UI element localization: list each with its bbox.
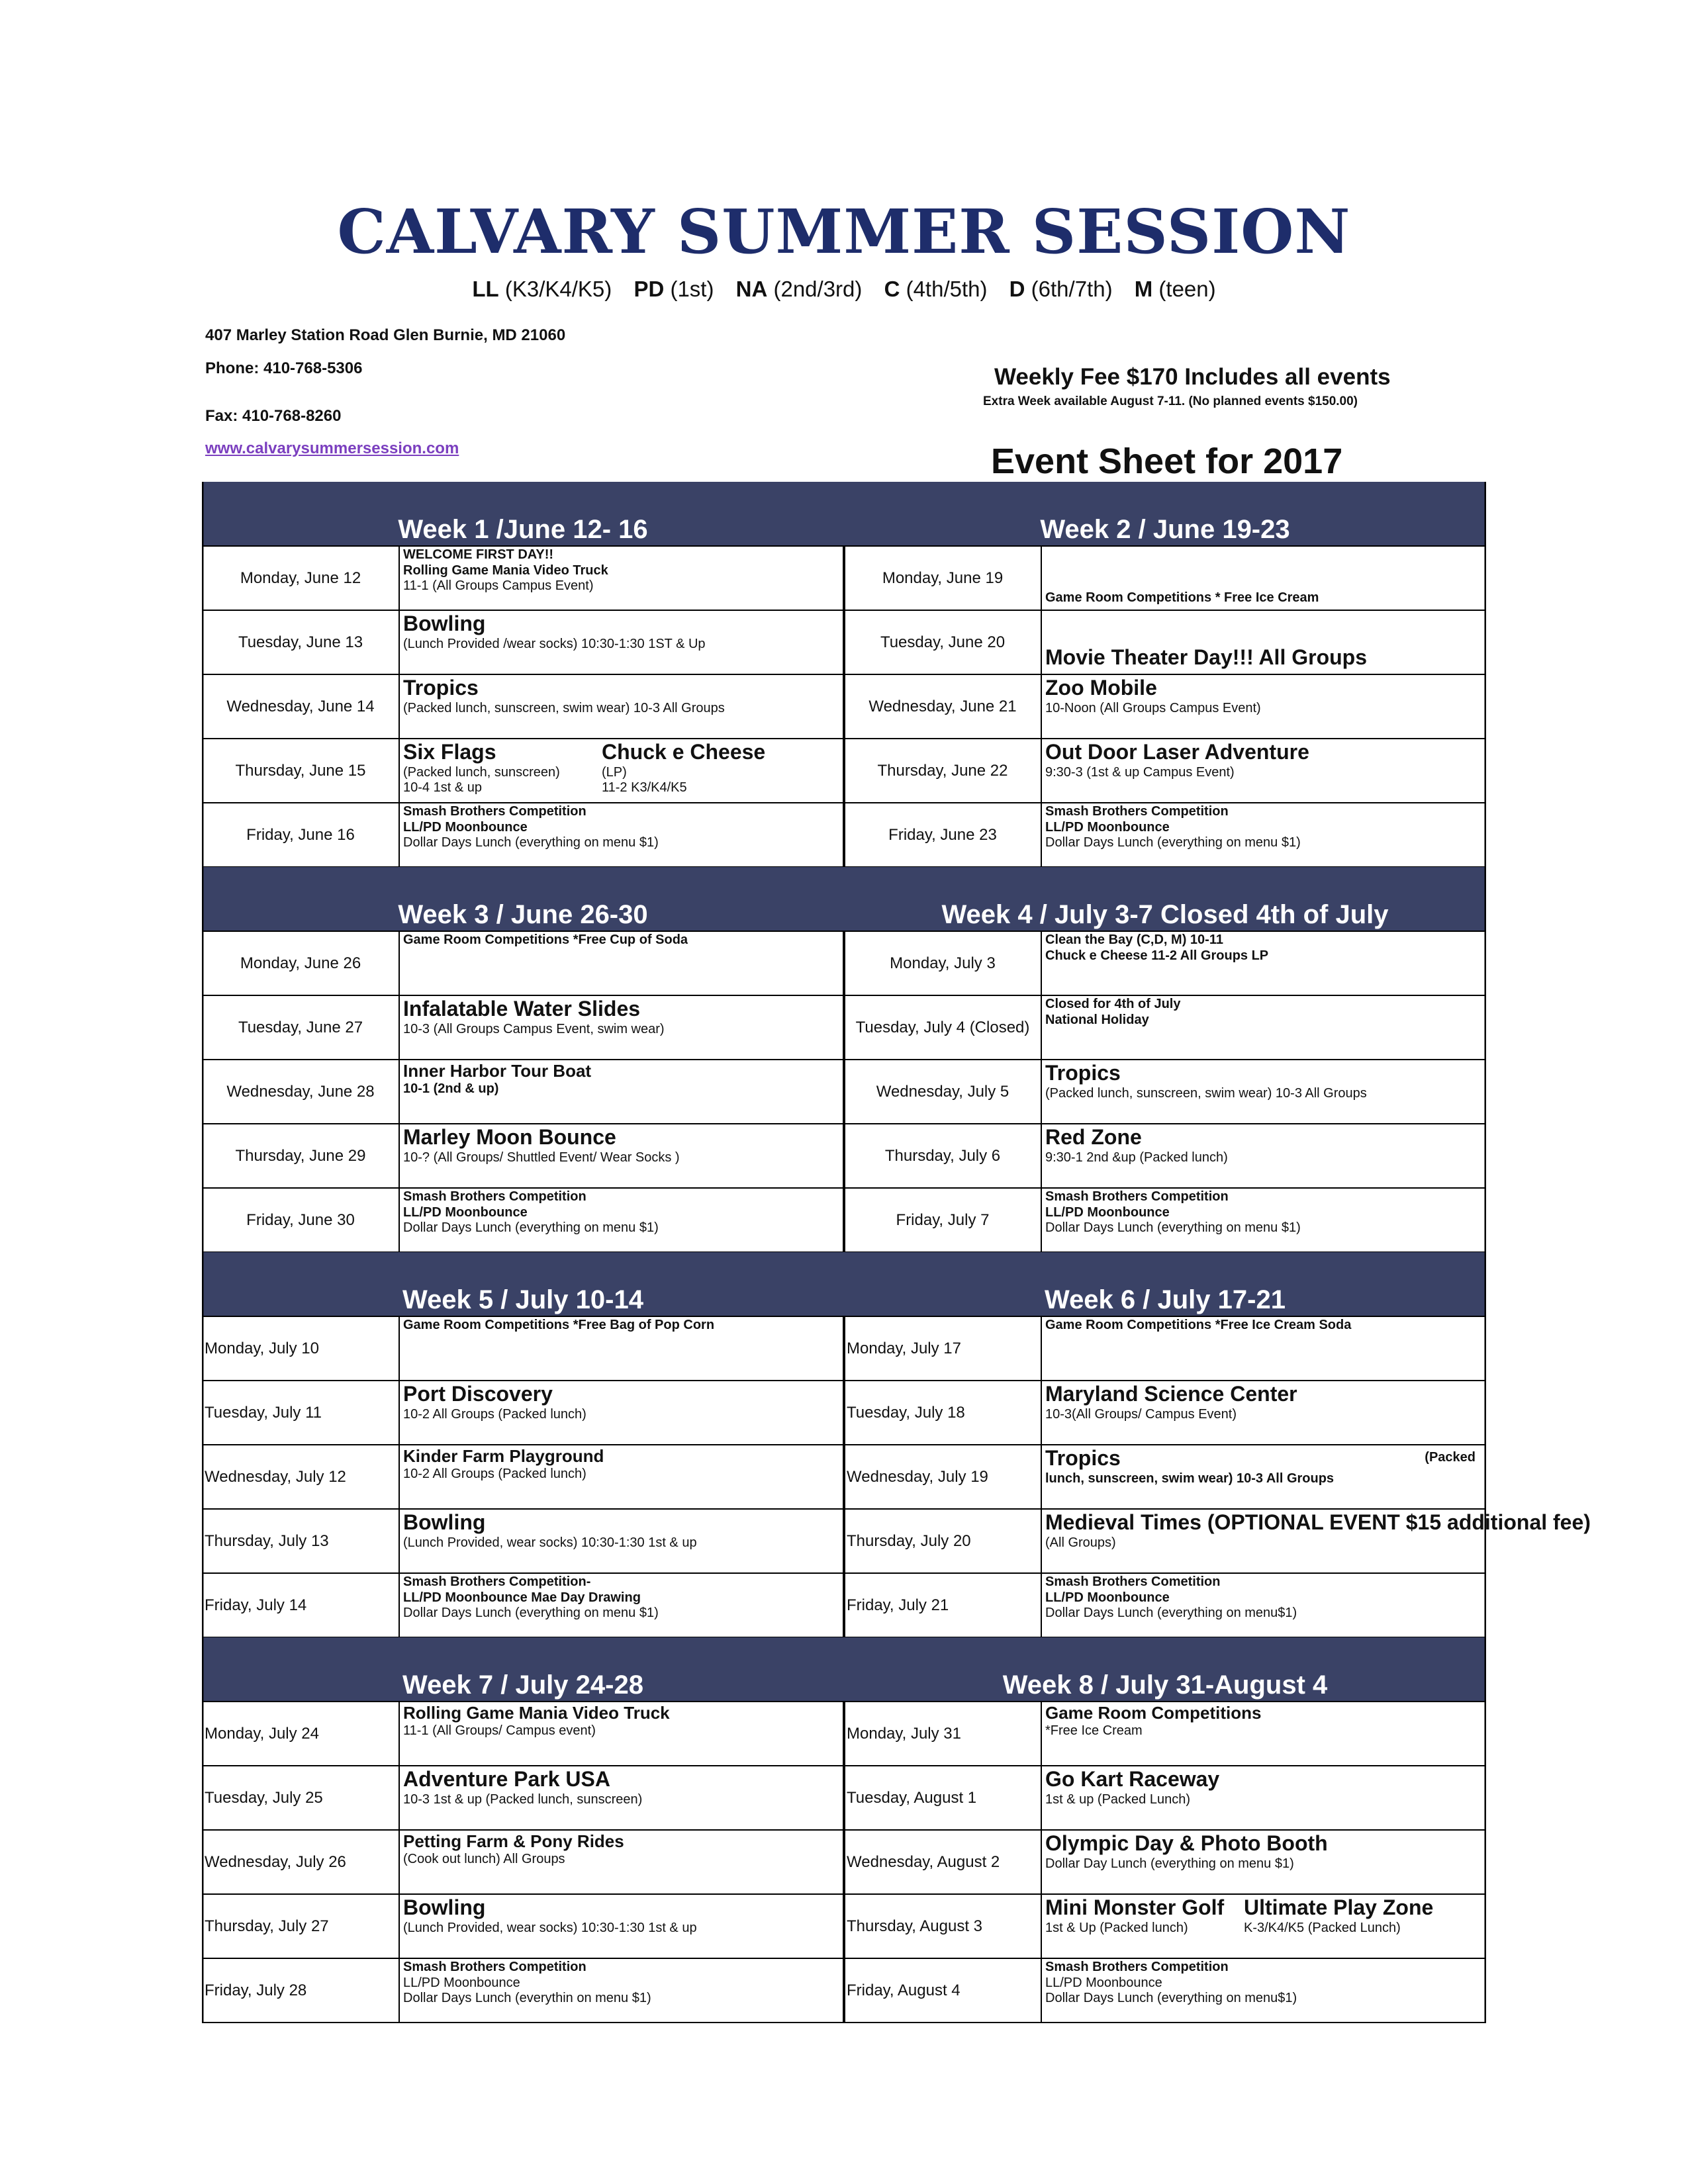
table-row — [202, 1509, 1591, 1573]
weekly-fee: Weekly Fee $170 Includes all events — [994, 364, 1391, 390]
event-line: LL/PD Moonbounce Mae Day Drawing — [403, 1590, 641, 1605]
event-line: Game Room Competitions * Free Ice Cream — [1045, 590, 1319, 606]
schedule-grid — [202, 546, 1486, 868]
event-line: Smash Brothers Competition — [403, 804, 586, 819]
day-cell: Friday, July 28 — [205, 1981, 307, 1999]
event-cell — [1041, 1509, 1591, 1573]
day-cell: Wednesday, June 21 — [868, 697, 1017, 715]
table-row — [202, 546, 1486, 610]
event-line: LL/PD Moonbounce — [1045, 1205, 1170, 1220]
event-line: Chuck e Cheese 11-2 All Groups LP — [1045, 948, 1269, 963]
event-line: 9:30-1 2nd &up (Packed lunch) — [1045, 1150, 1228, 1165]
event-cell — [1041, 1702, 1486, 1766]
week-block — [202, 1252, 1591, 1638]
table-row — [202, 803, 1486, 867]
event-line: Clean the Bay (C,D, M) 10-11 — [1045, 933, 1223, 947]
day-cell: Friday, June 23 — [888, 825, 997, 844]
event-line: Game Room Competitions — [1045, 1703, 1262, 1723]
event-line: Port Discovery — [403, 1382, 553, 1406]
event-line: LL/PD Moonbounce — [1045, 1975, 1162, 1990]
table-row — [202, 1124, 1486, 1188]
event-line: Tropics — [1045, 1446, 1121, 1470]
event-text: Chuck e Cheese — [602, 740, 766, 764]
event-line: Game Room Competitions *Free Cup of Soda — [403, 933, 688, 947]
week-header-band — [202, 867, 1486, 931]
week-title: Week 5 / July 10-14 — [402, 1285, 643, 1314]
day-cell: Monday, July 3 — [890, 954, 996, 972]
schedule-grid — [202, 1316, 1591, 1638]
event-line: (Packed lunch, sunscreen, swim wear) 10-3 All Groups — [403, 700, 725, 715]
event-line: Inner Harbor Tour Boat — [403, 1061, 592, 1081]
event-line: (Lunch Provided, wear socks) 10:30-1:30 1st & up — [403, 1535, 697, 1550]
event-line: (Lunch Provided, wear socks) 10:30-1:30 1st & up — [403, 1920, 697, 1935]
event-line — [1045, 1895, 1482, 1921]
event-line: Tropics — [1045, 1061, 1121, 1085]
event-text: K-3/K4/K5 (Packed Lunch) — [1244, 1920, 1401, 1935]
event-line: 9:30-3 (1st & up Campus Event) — [1045, 764, 1235, 780]
event-line: 1st & up (Packed Lunch) — [1045, 1792, 1191, 1807]
event-line: 11-1 (All Groups/ Campus event) — [403, 1723, 596, 1738]
event-cell — [1041, 1381, 1486, 1445]
event-line: WELCOME FIRST DAY!! — [403, 547, 554, 562]
event-line: 10-2 All Groups (Packed lunch) — [403, 1406, 586, 1422]
week-title: Week 4 / July 3-7 Closed 4th of July — [941, 900, 1389, 929]
event-line: 10-3 (All Groups Campus Event, swim wear) — [403, 1021, 665, 1036]
event-line: Bowling — [403, 1510, 486, 1534]
day-cell: Friday, July 21 — [847, 1596, 949, 1614]
event-cell — [1041, 1894, 1486, 1958]
event-line: Smash Brothers Competition — [1045, 804, 1229, 819]
event-line: Medieval Times (OPTIONAL EVENT $15 additional fee) — [1045, 1510, 1591, 1534]
event-cell — [1041, 546, 1486, 610]
day-cell: Wednesday, June 28 — [226, 1082, 375, 1101]
event-line: LL/PD Moonbounce — [403, 819, 528, 835]
day-cell: Thursday, July 27 — [205, 1917, 329, 1935]
week-header-band — [202, 1252, 1486, 1316]
level-pd: PD (1st) — [633, 277, 714, 301]
event-line: LL/PD Moonbounce — [403, 1975, 520, 1990]
day-cell: Friday, June 16 — [246, 825, 355, 844]
day-cell: Monday, June 12 — [240, 569, 361, 587]
day-cell: Friday, July 14 — [205, 1596, 307, 1614]
event-line: 10-2 All Groups (Packed lunch) — [403, 1466, 586, 1481]
event-line: Smash Brothers Competition — [1045, 1960, 1229, 1974]
event-line: (Packed lunch, sunscreen, swim wear) 10-3 All Groups — [1045, 1085, 1367, 1101]
week-title: Week 2 / June 19-23 — [1040, 515, 1290, 544]
table-row — [202, 1830, 1486, 1894]
event-line: LL/PD Moonbounce — [1045, 1590, 1170, 1605]
event-line: Dollar Days Lunch (everything on menu $1) — [1045, 835, 1301, 850]
level-d: D (6th/7th) — [1009, 277, 1113, 301]
day-cell: Monday, June 19 — [882, 569, 1004, 587]
event-text: Six Flags — [403, 740, 496, 764]
day-cell: Friday, June 30 — [246, 1210, 355, 1229]
website-link[interactable]: www.calvarysummersession.com — [205, 439, 459, 457]
schedule-grid — [202, 931, 1486, 1253]
day-cell: Wednesday, July 26 — [205, 1852, 346, 1871]
table-row — [202, 995, 1486, 1060]
week-block — [202, 1637, 1486, 2023]
event-line: 10-? (All Groups/ Shuttled Event/ Wear Socks ) — [403, 1150, 680, 1165]
event-line: Dollar Days Lunch (everything on menu $1) — [403, 835, 659, 850]
day-cell: Thursday, June 15 — [235, 761, 366, 780]
day-cell: Tuesday, July 25 — [205, 1788, 323, 1807]
event-line: Smash Brothers Competition — [403, 1189, 586, 1204]
event-cell — [1041, 1060, 1486, 1124]
table-row — [202, 1702, 1486, 1766]
day-cell: Monday, July 17 — [847, 1339, 961, 1357]
table-row — [202, 1573, 1486, 1637]
event-line: Smash Brothers Cometition — [1045, 1574, 1221, 1589]
day-cell: Thursday, July 20 — [847, 1531, 971, 1550]
event-cell — [1041, 674, 1486, 739]
event-line: (Cook out lunch) All Groups — [403, 1851, 565, 1866]
table-row — [202, 1381, 1486, 1445]
level-na: NA (2nd/3rd) — [735, 277, 863, 301]
event-cell — [1041, 1958, 1486, 2023]
day-cell: Thursday, July 13 — [205, 1531, 329, 1550]
event-cell — [1041, 1188, 1486, 1252]
event-line: Smash Brothers Competition — [403, 1960, 586, 1974]
event-line: Adventure Park USA — [403, 1767, 610, 1791]
event-line: Marley Moon Bounce — [403, 1125, 616, 1149]
event-line: Movie Theater Day!!! All Groups — [1045, 645, 1367, 670]
level-m: M (teen) — [1134, 277, 1216, 301]
table-row — [202, 1766, 1486, 1830]
event-cell — [1041, 931, 1486, 995]
week-title: Week 1 /June 12- 16 — [398, 515, 648, 544]
event-cell — [1041, 1316, 1486, 1381]
table-row — [202, 1958, 1486, 2023]
event-line: Closed for 4th of July — [1045, 997, 1181, 1011]
event-line: 11-1 (All Groups Campus Event) — [403, 578, 594, 594]
event-line: Petting Farm & Pony Rides — [403, 1831, 624, 1851]
week-header-band — [202, 482, 1486, 546]
event-line: 10-3(All Groups/ Campus Event) — [1045, 1406, 1237, 1422]
address: 407 Marley Station Road Glen Burnie, MD 21060 — [205, 326, 566, 344]
extra-week-note: Extra Week available August 7-11. (No planned events $150.00) — [983, 394, 1358, 408]
event-line: Dollar Day Lunch (everything on menu $1) — [1045, 1856, 1294, 1871]
event-cell — [1041, 1445, 1486, 1509]
week-title: Week 7 / July 24-28 — [402, 1670, 643, 1700]
event-cell — [1041, 739, 1486, 803]
day-cell: Thursday, July 6 — [884, 1146, 1001, 1165]
day-cell: Monday, July 31 — [847, 1724, 961, 1743]
event-line: National Holiday — [1045, 1012, 1149, 1027]
event-sheet-heading: Event Sheet for 2017 — [991, 441, 1343, 481]
event-line: Red Zone — [1045, 1125, 1142, 1149]
event-line: Go Kart Raceway — [1045, 1767, 1220, 1791]
event-cell — [1041, 1766, 1486, 1830]
event-cell — [1041, 1830, 1486, 1894]
event-line: Bowling — [403, 1895, 486, 1919]
day-cell: Monday, June 26 — [240, 954, 361, 972]
event-text: (Packed lunch, sunscreen) — [403, 764, 560, 780]
page-title: CALVARY SUMMER SESSION — [337, 196, 1351, 267]
table-row — [202, 1060, 1486, 1124]
day-cell: Tuesday, June 20 — [880, 633, 1006, 651]
week-title: Week 3 / June 26-30 — [398, 900, 648, 929]
event-text: 1st & Up (Packed lunch) — [1045, 1920, 1188, 1935]
day-cell: Friday, August 4 — [847, 1981, 961, 1999]
event-line: Dollar Days Lunch (everything on menu$1) — [1045, 1606, 1297, 1621]
event-line: Maryland Science Center — [1045, 1382, 1297, 1406]
event-line: Kinder Farm Playground — [403, 1446, 604, 1466]
table-row — [202, 1188, 1486, 1252]
event-line: Rolling Game Mania Video Truck — [403, 563, 608, 578]
day-cell: Friday, July 7 — [896, 1210, 990, 1229]
event-line: Smash Brothers Competition- — [403, 1574, 591, 1589]
event-line: Rolling Game Mania Video Truck — [403, 1703, 670, 1723]
event-line: LL/PD Moonbounce — [403, 1205, 528, 1220]
event-text: Ultimate Play Zone — [1244, 1895, 1434, 1919]
event-text: 11-2 K3/K4/K5 — [602, 780, 687, 796]
event-line: LL/PD Moonbounce — [1045, 819, 1170, 835]
event-line: Dollar Days Lunch (everythin on menu $1) — [403, 1991, 651, 2006]
table-row — [202, 674, 1486, 739]
day-cell: Wednesday, June 14 — [226, 697, 375, 715]
event-cell — [1041, 1573, 1486, 1637]
event-cell — [1041, 610, 1486, 674]
fax: Fax: 410-768-8260 — [205, 407, 342, 425]
schedule-grid — [202, 1702, 1486, 2023]
day-cell: Tuesday, July 11 — [205, 1403, 322, 1422]
event-text: Mini Monster Golf — [1045, 1895, 1225, 1919]
event-line: 10-3 1st & up (Packed lunch, sunscreen) — [403, 1792, 643, 1807]
event-line: Out Door Laser Adventure — [1045, 740, 1309, 764]
day-cell: Wednesday, July 12 — [205, 1467, 346, 1486]
day-cell: Wednesday, August 2 — [847, 1852, 1000, 1871]
event-line: Dollar Days Lunch (everything on menu$1) — [1045, 1991, 1297, 2006]
grade-levels — [0, 277, 1688, 302]
event-cell — [1041, 1124, 1486, 1188]
table-row — [202, 1445, 1486, 1509]
event-line: Dollar Days Lunch (everything on menu $1) — [403, 1220, 659, 1236]
table-row — [202, 610, 1486, 674]
phone: Phone: 410-768-5306 — [205, 359, 363, 377]
event-cell — [1041, 803, 1486, 867]
day-cell: Thursday, June 29 — [235, 1146, 366, 1165]
event-line: Game Room Competitions *Free Bag of Pop Corn — [403, 1318, 715, 1332]
table-row — [202, 739, 1486, 803]
event-line: Game Room Competitions *Free Ice Cream Soda — [1045, 1318, 1352, 1332]
event-line: Infalatable Water Slides — [403, 997, 641, 1021]
event-line: *Free Ice Cream — [1045, 1723, 1143, 1738]
event-line — [1045, 1921, 1482, 1936]
level-ll: LL (K3/K4/K5) — [472, 277, 612, 301]
event-line: (All Groups) — [1045, 1535, 1116, 1550]
table-row — [202, 1316, 1486, 1381]
day-cell: Thursday, August 3 — [847, 1917, 983, 1935]
day-cell: Monday, July 10 — [205, 1339, 319, 1357]
event-aside: (Packed — [1425, 1450, 1476, 1465]
table-row — [202, 931, 1486, 995]
day-cell: Tuesday, August 1 — [847, 1788, 977, 1807]
event-text: (LP) — [602, 764, 627, 780]
event-line: Tropics — [403, 676, 479, 700]
week-title: Week 6 / July 17-21 — [1045, 1285, 1286, 1314]
day-cell: Tuesday, June 13 — [238, 633, 363, 651]
event-line: Bowling — [403, 612, 486, 635]
level-c: C (4th/5th) — [884, 277, 988, 301]
day-cell: Wednesday, July 5 — [876, 1082, 1009, 1101]
event-line: (Lunch Provided /wear socks) 10:30-1:30 1ST & Up — [403, 636, 706, 651]
event-line: lunch, sunscreen, swim wear) 10-3 All Groups — [1045, 1471, 1335, 1486]
week-title: Week 8 / July 31-August 4 — [1002, 1670, 1328, 1700]
event-line: Dollar Days Lunch (everything on menu $1) — [1045, 1220, 1301, 1236]
event-line: Zoo Mobile — [1045, 676, 1157, 700]
event-line: Dollar Days Lunch (everything on menu $1) — [403, 1606, 659, 1621]
day-cell: Wednesday, July 19 — [847, 1467, 988, 1486]
day-cell: Tuesday, June 27 — [238, 1018, 363, 1036]
event-line: 10-Noon (All Groups Campus Event) — [1045, 700, 1261, 715]
day-cell: Tuesday, July 4 (Closed) — [855, 1018, 1030, 1036]
day-cell: Tuesday, July 18 — [847, 1403, 965, 1422]
day-cell: Thursday, June 22 — [877, 761, 1008, 780]
week-block — [202, 482, 1486, 868]
event-text: 10-4 1st & up — [403, 780, 482, 796]
week-block — [202, 867, 1486, 1253]
event-line: Olympic Day & Photo Booth — [1045, 1831, 1328, 1855]
table-row — [202, 1894, 1486, 1958]
event-cell — [1041, 995, 1486, 1060]
event-line: 10-1 (2nd & up) — [403, 1081, 499, 1096]
week-header-band — [202, 1637, 1486, 1702]
event-line: Smash Brothers Competition — [1045, 1189, 1229, 1204]
day-cell: Monday, July 24 — [205, 1724, 319, 1743]
